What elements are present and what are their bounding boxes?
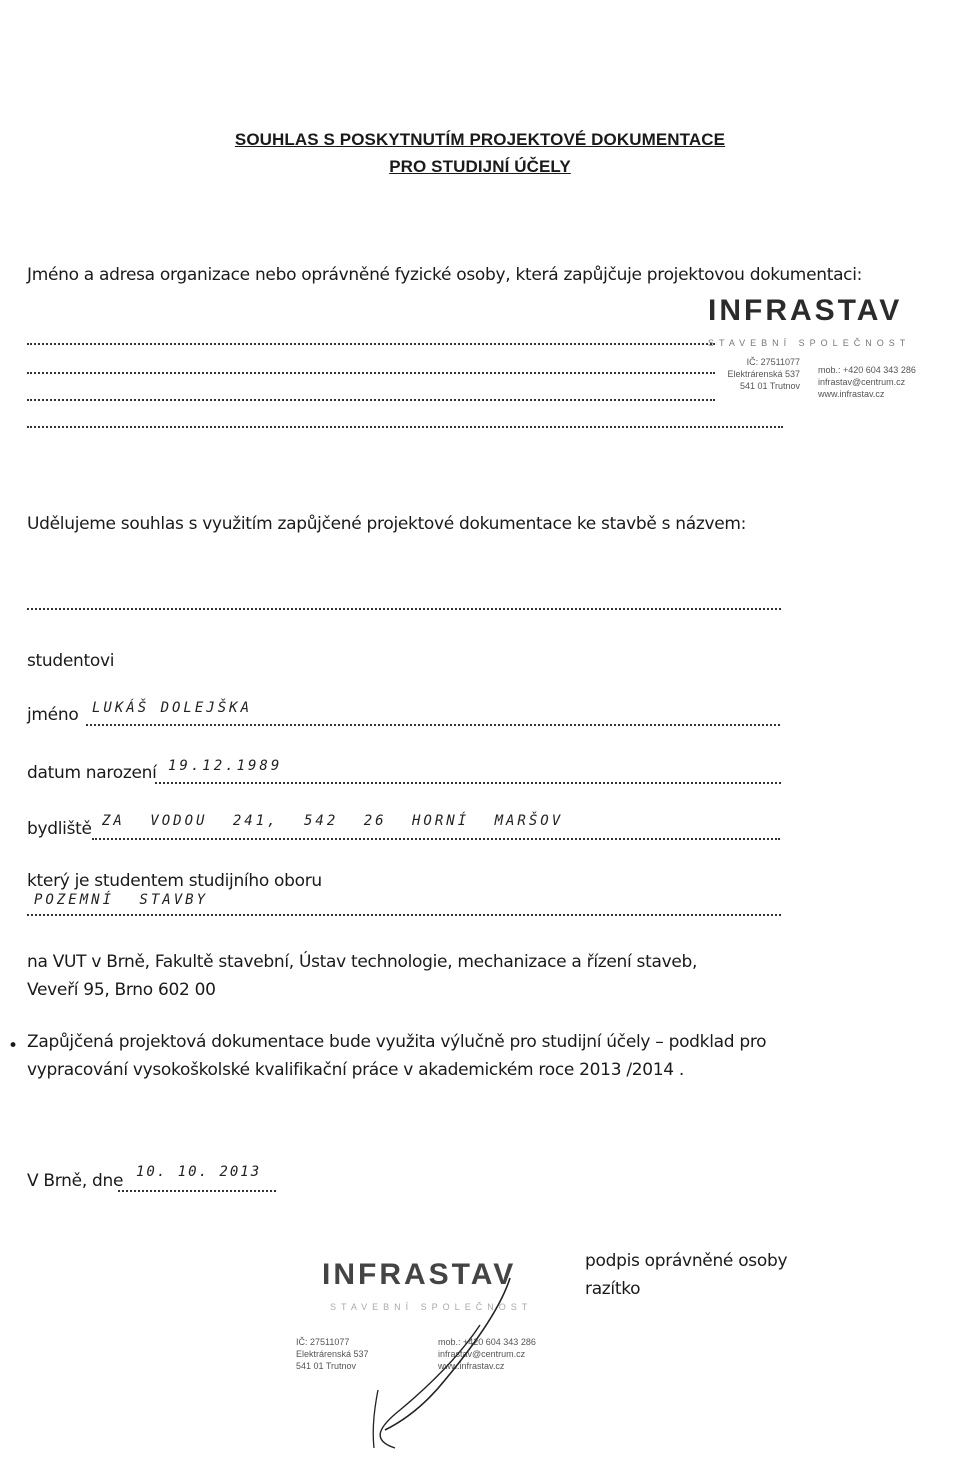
faculty-line2: Veveří 95, Brno 602 00	[27, 980, 216, 1000]
faculty-line1: na VUT v Brně, Fakultě stavební, Ústav technologie, mechanizace a řízení staveb,	[27, 952, 698, 972]
handwritten-signature	[350, 1270, 530, 1460]
stamp-email: infrastav@centrum.cz	[438, 1349, 526, 1359]
purpose-line2: vypracování vysokoškolské kvalifikační práce v akademickém roce 2013 /2014 .	[27, 1060, 685, 1080]
stamp-email: infrastav@centrum.cz	[818, 377, 906, 387]
stamp-web: www.infrastav.cz	[818, 389, 885, 399]
stamp-subtitle: STAVEBNÍ SPOLEČNOST	[330, 1302, 533, 1312]
student-heading: studentovi	[27, 651, 115, 671]
stamp-brand: INFRASTAV	[708, 294, 903, 327]
stamp-subtitle: STAVEBNÍ SPOLEČNOST	[708, 338, 911, 348]
stamp-id: IČ: 27511077	[746, 357, 800, 367]
purpose-line1: Zapůjčená projektová dokumentace bude využita výlučně pro studijní účely – podklad pro	[27, 1032, 767, 1052]
organization-line-1	[27, 343, 715, 345]
purpose-bullet: •	[8, 1036, 19, 1056]
name-value: LUKÁŠ DOLEJŠKA	[92, 700, 253, 716]
organization-line-4	[27, 426, 783, 428]
date-line	[118, 1190, 276, 1192]
field-label: který je studentem studijního oboru	[27, 871, 322, 891]
address-line	[92, 838, 780, 840]
stamp-street: Elektrárenská 537	[296, 1349, 369, 1359]
dob-value: 19.12.1989	[168, 758, 283, 774]
stamp-label: razítko	[585, 1279, 641, 1299]
building-name-line	[27, 608, 781, 610]
signature-label: podpis oprávněné osoby	[585, 1251, 788, 1271]
field-line	[27, 914, 781, 916]
company-stamp-top	[680, 294, 950, 414]
address-value: ZA VODOU 241, 542 26 HORNÍ MARŠOV	[102, 813, 564, 829]
stamp-phone: mob.: +420 604 343 286	[438, 1337, 536, 1347]
stamp-brand: INFRASTAV	[322, 1258, 517, 1291]
field-value: POZEMNÍ STAVBY	[34, 892, 209, 908]
date-label: V Brně, dne	[27, 1171, 124, 1191]
document-title-line1: SOUHLAS S POSKYTNUTÍM PROJEKTOVÉ DOKUMENTACE	[234, 130, 726, 149]
name-line	[86, 724, 780, 726]
stamp-phone: mob.: +420 604 343 286	[818, 365, 916, 375]
document-title-line2: PRO STUDIJNÍ ÚČELY	[389, 157, 571, 176]
stamp-city: 541 01 Trutnov	[739, 381, 800, 391]
organization-line-3	[27, 399, 715, 401]
stamp-id: IČ: 27511077	[296, 1337, 350, 1347]
organization-prompt: Jméno a adresa organizace nebo oprávněné fyzické osoby, která zapůjčuje projektovou dokumentaci:	[27, 265, 863, 285]
name-label: jméno	[27, 705, 79, 725]
date-value: 10. 10. 2013	[136, 1164, 262, 1180]
stamp-street: Elektrárenská 537	[727, 369, 800, 379]
organization-line-2	[27, 372, 715, 374]
address-label: bydliště	[27, 819, 92, 839]
stamp-city: 541 01 Trutnov	[296, 1361, 357, 1371]
dob-label: datum narození	[27, 763, 157, 783]
dob-line	[155, 782, 781, 784]
consent-text: Udělujeme souhlas s využitím zapůjčené projektové dokumentace ke stavbě s názvem:	[27, 514, 747, 534]
stamp-web: www.infrastav.cz	[438, 1361, 505, 1371]
